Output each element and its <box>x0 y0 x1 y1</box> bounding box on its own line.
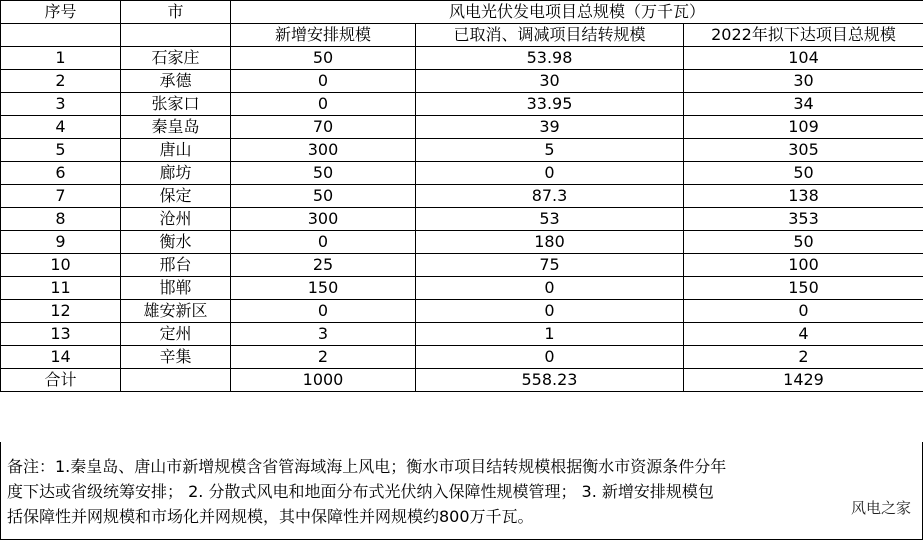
summary-label: 合计 <box>1 369 121 392</box>
header-group-title: 风电光伏发电项目总规模（万千瓦） <box>231 1 923 24</box>
cell-cancel: 53.98 <box>416 47 684 70</box>
table-row <box>1 254 923 277</box>
cell-city: 邯郸 <box>121 277 231 300</box>
cell-cancel: 39 <box>416 116 684 139</box>
cell-city: 雄安新区 <box>121 300 231 323</box>
cell-total: 104 <box>684 47 923 70</box>
cell-new: 150 <box>231 277 416 300</box>
cell-total: 50 <box>684 231 923 254</box>
cell-total: 109 <box>684 116 923 139</box>
cell-cancel: 33.95 <box>416 93 684 116</box>
cell-cancel: 75 <box>416 254 684 277</box>
cell-city: 定州 <box>121 323 231 346</box>
cell-new: 50 <box>231 162 416 185</box>
table-row <box>1 116 923 139</box>
cell-total: 138 <box>684 185 923 208</box>
cell-idx: 11 <box>1 277 121 300</box>
header-city: 市 <box>121 1 231 24</box>
note-line-3: 括保障性并网规模和市场化并网规模，其中保障性并网规模约800万千瓦。 <box>7 507 534 526</box>
note-line-1: 备注：1.秦皇岛、唐山市新增规模含省管海域海上风电；衡水市项目结转规模根据衡水市资源条件分年 <box>7 457 727 476</box>
cell-new: 50 <box>231 47 416 70</box>
cell-new: 25 <box>231 254 416 277</box>
cell-new: 70 <box>231 116 416 139</box>
cell-total: 353 <box>684 208 923 231</box>
cell-city: 张家口 <box>121 93 231 116</box>
header-row-2 <box>1 24 923 47</box>
header-empty-1 <box>1 24 121 47</box>
cell-cancel: 30 <box>416 70 684 93</box>
table-row <box>1 231 923 254</box>
header-empty-2 <box>121 24 231 47</box>
table-row <box>1 93 923 116</box>
table-row <box>1 162 923 185</box>
cell-city: 廊坊 <box>121 162 231 185</box>
cell-idx: 12 <box>1 300 121 323</box>
cell-total: 0 <box>684 300 923 323</box>
cell-cancel: 0 <box>416 300 684 323</box>
summary-new: 1000 <box>231 369 416 392</box>
cell-new: 300 <box>231 139 416 162</box>
cell-idx: 5 <box>1 139 121 162</box>
table-row <box>1 70 923 93</box>
cell-city: 保定 <box>121 185 231 208</box>
cell-city: 衡水 <box>121 231 231 254</box>
summary-total: 1429 <box>684 369 923 392</box>
watermark: 风电之家 <box>850 499 911 517</box>
table-row <box>1 346 923 369</box>
header-new: 新增安排规模 <box>231 24 416 47</box>
cell-city: 唐山 <box>121 139 231 162</box>
cell-idx: 13 <box>1 323 121 346</box>
cell-cancel: 180 <box>416 231 684 254</box>
cell-idx: 6 <box>1 162 121 185</box>
cell-idx: 8 <box>1 208 121 231</box>
cell-new: 0 <box>231 70 416 93</box>
cell-total: 34 <box>684 93 923 116</box>
cell-new: 0 <box>231 300 416 323</box>
cell-new: 0 <box>231 231 416 254</box>
cell-total: 4 <box>684 323 923 346</box>
cell-total: 150 <box>684 277 923 300</box>
table-row <box>1 208 923 231</box>
cell-city: 石家庄 <box>121 47 231 70</box>
cell-cancel: 53 <box>416 208 684 231</box>
cell-total: 100 <box>684 254 923 277</box>
note-line-2: 度下达或省级统筹安排； 2. 分散式风电和地面分布式光伏纳入保障性规模管理； 3. 新增安排规模包 <box>7 482 714 501</box>
cell-cancel: 5 <box>416 139 684 162</box>
cell-idx: 3 <box>1 93 121 116</box>
summary-empty <box>121 369 231 392</box>
cell-idx: 7 <box>1 185 121 208</box>
table-row <box>1 47 923 70</box>
cell-total: 30 <box>684 70 923 93</box>
cell-cancel: 0 <box>416 277 684 300</box>
cell-new: 0 <box>231 93 416 116</box>
cell-total: 50 <box>684 162 923 185</box>
cell-idx: 10 <box>1 254 121 277</box>
note-text <box>0 442 923 540</box>
table-row <box>1 139 923 162</box>
summary-row <box>1 369 923 392</box>
cell-cancel: 87.3 <box>416 185 684 208</box>
cell-city: 辛集 <box>121 346 231 369</box>
summary-cancel: 558.23 <box>416 369 684 392</box>
table-row <box>1 300 923 323</box>
cell-cancel: 1 <box>416 323 684 346</box>
cell-idx: 9 <box>1 231 121 254</box>
cell-cancel: 0 <box>416 346 684 369</box>
cell-city: 承德 <box>121 70 231 93</box>
cell-cancel: 0 <box>416 162 684 185</box>
cell-new: 3 <box>231 323 416 346</box>
cell-idx: 2 <box>1 70 121 93</box>
header-index: 序号 <box>1 1 121 24</box>
cell-new: 50 <box>231 185 416 208</box>
cell-idx: 14 <box>1 346 121 369</box>
table-row <box>1 323 923 346</box>
cell-new: 300 <box>231 208 416 231</box>
cell-idx: 1 <box>1 47 121 70</box>
header-cancel: 已取消、调减项目结转规模 <box>416 24 684 47</box>
cell-idx: 4 <box>1 116 121 139</box>
table-row <box>1 277 923 300</box>
cell-total: 305 <box>684 139 923 162</box>
header-row-1 <box>1 1 923 24</box>
cell-city: 沧州 <box>121 208 231 231</box>
cell-city: 秦皇岛 <box>121 116 231 139</box>
cell-city: 邢台 <box>121 254 231 277</box>
cell-new: 2 <box>231 346 416 369</box>
cell-total: 2 <box>684 346 923 369</box>
table-row <box>1 185 923 208</box>
header-total: 2022年拟下达项目总规模 <box>684 24 923 47</box>
